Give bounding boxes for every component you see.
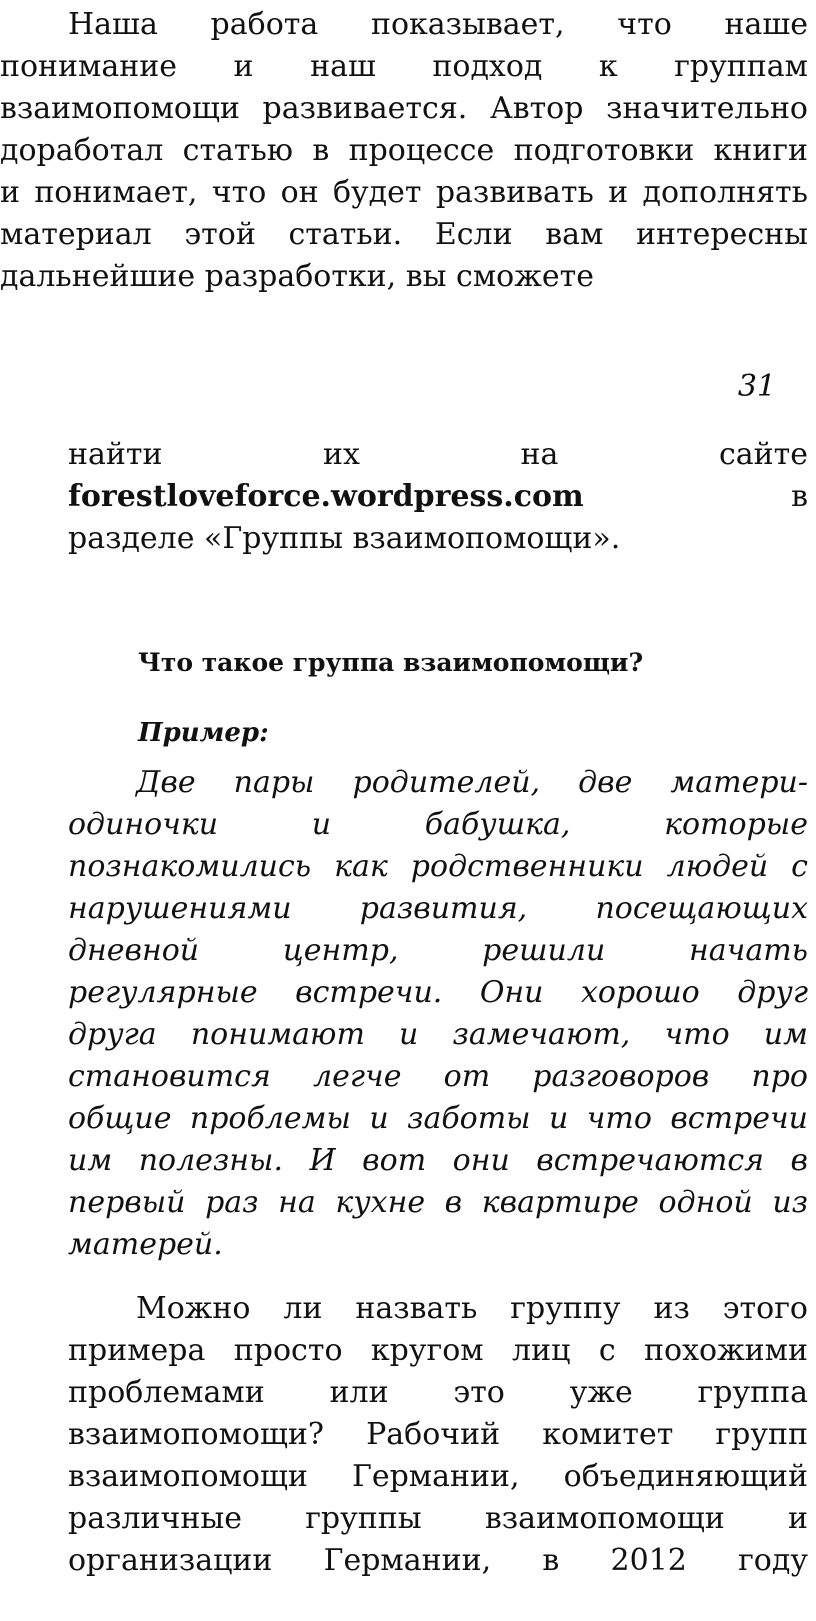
text-line: различные группы взаимопомощи и: [68, 1501, 808, 1536]
text-line: Две пары родителей, две матери-: [136, 765, 808, 800]
text-line: становится легче от разговоров про: [68, 1059, 808, 1094]
text-line: и понимает, что он будет развивать и дополнять: [0, 175, 808, 210]
text-line: им полезны. И вот они встречаются в: [68, 1143, 808, 1178]
text-line: первый раз на кухне в квартире одной из: [68, 1185, 808, 1220]
paragraph-website: [68, 434, 808, 560]
text-line: взаимопомощи Германии, объединяющий: [68, 1459, 808, 1494]
text-line: общие проблемы и заботы и что встречи: [68, 1101, 808, 1136]
text-line: познакомились как родственники людей с: [68, 849, 808, 884]
text-line: Наша работа показывает, что наше: [68, 7, 808, 42]
text-line: дневной центр, решили начать: [68, 933, 808, 968]
text-line: друга понимают и замечают, что им: [68, 1017, 808, 1052]
text-line: организации Германии, в 2012 году: [68, 1543, 808, 1578]
text-line: разделе «Группы взаимопомощи».: [68, 521, 621, 556]
text-line: проблемами или это уже группа: [68, 1375, 808, 1410]
example-paragraph: [68, 762, 808, 1266]
text-line: нарушениями развития, посещающих: [68, 891, 808, 926]
text-line: материал этой статьи. Если вам интересны: [0, 217, 808, 252]
text-line: взаимопомощи? Рабочий комитет групп: [68, 1417, 808, 1452]
text-line: дальнейшие разработки, вы сможете: [0, 259, 594, 294]
example-label: Пример:: [138, 718, 269, 748]
text-line-website: [68, 476, 808, 518]
text-line: примера просто кругом лиц с похожими: [68, 1333, 808, 1368]
text-fragment: в: [791, 479, 808, 514]
text-line: доработал статью в процессе подготовки книги: [0, 133, 808, 168]
text-line: одиночки и бабушка, которые: [68, 807, 808, 842]
text-line: матерей.: [68, 1227, 223, 1262]
section-heading: Что такое группа взаимопомощи?: [138, 648, 644, 677]
text-line: Можно ли назвать группу из этого: [136, 1291, 808, 1326]
paragraph-question: [68, 1288, 808, 1582]
website-link[interactable]: forestloveforce.wordpress.com: [68, 479, 584, 514]
text-line: понимание и наш подход к группам: [0, 49, 808, 84]
text-line: взаимопомощи развивается. Автор значительно: [0, 91, 808, 126]
page-number: 31: [737, 369, 776, 404]
text-line: найти их на сайте: [68, 437, 808, 472]
paragraph-intro: [0, 4, 808, 298]
text-line: регулярные встречи. Они хорошо друг: [68, 975, 808, 1010]
